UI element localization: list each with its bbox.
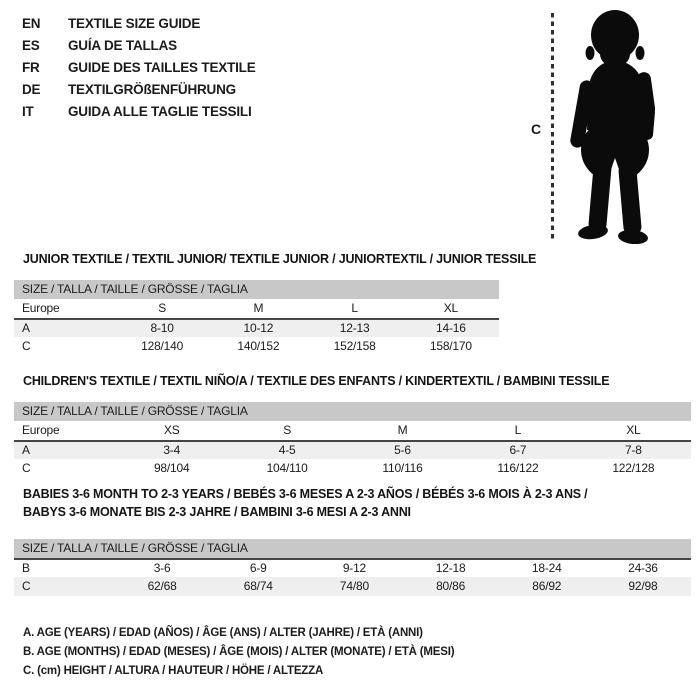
cell: 74/80 xyxy=(339,579,369,593)
language-row-de xyxy=(22,79,256,101)
cell: S xyxy=(158,301,167,315)
language-row-fr xyxy=(22,57,256,79)
cell: L xyxy=(514,423,522,437)
language-row-it xyxy=(22,101,256,123)
cell: 98/104 xyxy=(153,461,190,475)
cell: 8-10 xyxy=(150,321,174,335)
cell: 10-12 xyxy=(243,321,274,335)
cell: 3-6 xyxy=(153,561,171,575)
cell: 110/116 xyxy=(382,461,423,475)
row-label: C xyxy=(22,339,31,353)
language-title: GUIDE DES TAILLES TEXTILE xyxy=(68,60,256,75)
toddler-silhouette-icon xyxy=(563,8,667,244)
cell: 116/122 xyxy=(497,461,539,475)
cell: 128/140 xyxy=(141,339,184,353)
language-title-list xyxy=(22,13,256,123)
cell: 24-36 xyxy=(628,561,658,575)
height-measure-dotted-line xyxy=(551,13,554,242)
table-row-europe xyxy=(14,421,691,440)
babies-title-line1: BABIES 3-6 MONTH TO 2-3 YEARS / BEBÉS 3-6 MESES A 2-3 AÑOS / BÉBÉS 3-6 MOIS À 2-3 ANS / xyxy=(23,487,588,501)
language-code: IT xyxy=(22,104,34,119)
table-row-height xyxy=(14,337,499,356)
table-row-age xyxy=(14,440,691,459)
cell: 12-18 xyxy=(435,561,466,575)
size-header-band: SIZE / TALLA / TAILLE / GRÖSSE / TAGLIA xyxy=(14,402,691,421)
row-label: A xyxy=(22,443,30,457)
cell: 7-8 xyxy=(624,443,642,457)
legend-notes xyxy=(23,624,454,681)
language-title: GUIDA ALLE TAGLIE TESSILI xyxy=(68,104,252,119)
cell: 158/170 xyxy=(429,339,472,353)
babies-section-title xyxy=(23,485,587,521)
language-title: TEXTILGRÖßENFÜHRUNG xyxy=(68,82,236,97)
note-height-cm: C. (cm) HEIGHT / ALTURA / HAUTEUR / HÖHE / ALTEZZA xyxy=(23,665,324,677)
cell: 80/86 xyxy=(436,579,466,593)
language-code: ES xyxy=(22,38,40,53)
cell: XL xyxy=(443,301,459,315)
cell: 3-4 xyxy=(163,443,181,457)
cell: 152/158 xyxy=(333,339,376,353)
children-section-title: CHILDREN'S TEXTILE / TEXTIL NIÑO/A / TEXTILE DES ENFANTS / KINDERTEXTIL / BAMBINI TESSILE xyxy=(23,374,610,388)
cell: 86/92 xyxy=(532,579,562,593)
table-row-height xyxy=(14,577,691,596)
cell: 92/98 xyxy=(628,579,658,593)
note-age-years: A. AGE (YEARS) / EDAD (AÑOS) / ÂGE (ANS) / ALTER (JAHRE) / ETÀ (ANNI) xyxy=(23,627,423,639)
cell: 62/68 xyxy=(147,579,177,593)
children-size-table xyxy=(14,402,691,478)
language-code: EN xyxy=(22,16,41,31)
cell: M xyxy=(397,423,408,437)
note-age-months: B. AGE (MONTHS) / EDAD (MESES) / ÂGE (MOIS) / ALTER (MONATE) / ETÀ (MESI) xyxy=(23,646,455,658)
table-row-europe xyxy=(14,299,499,318)
cell: 14-16 xyxy=(436,321,466,335)
junior-size-table xyxy=(14,280,499,356)
row-label: C xyxy=(22,461,31,475)
cell: 5-6 xyxy=(394,443,411,457)
table-row-height xyxy=(14,459,691,478)
cell: 68/74 xyxy=(243,579,273,593)
cell: 4-5 xyxy=(278,443,296,457)
row-label: Europe xyxy=(22,301,60,315)
size-header-band: SIZE / TALLA / TAILLE / GRÖSSE / TAGLIA xyxy=(14,280,499,299)
babies-title-line2: BABYS 3-6 MONATE BIS 2-3 JAHRE / BAMBINI 3-6 MESI A 2-3 ANNI xyxy=(23,505,411,519)
language-code: FR xyxy=(22,60,40,75)
babies-size-table xyxy=(14,539,691,596)
table-row-months xyxy=(14,558,691,577)
junior-section-title: JUNIOR TEXTILE / TEXTIL JUNIOR/ TEXTILE JUNIOR / JUNIORTEXTIL / JUNIOR TESSILE xyxy=(23,252,537,266)
language-row-en xyxy=(22,13,256,35)
cell: 140/152 xyxy=(237,339,280,353)
language-title: GUÍA DE TALLAS xyxy=(68,38,177,53)
row-label: A xyxy=(22,321,30,335)
table-row-age xyxy=(14,318,499,337)
language-code: DE xyxy=(22,82,41,97)
row-label: Europe xyxy=(22,423,60,437)
row-label: B xyxy=(22,561,30,575)
cell: 122/128 xyxy=(612,461,655,475)
cell: L xyxy=(351,301,358,315)
cell: XS xyxy=(163,423,180,437)
cell: 6-7 xyxy=(509,443,527,457)
language-row-es xyxy=(22,35,256,57)
cell: 104/110 xyxy=(266,461,308,475)
cell: M xyxy=(253,301,264,315)
cell: 6-9 xyxy=(249,561,267,575)
height-measure-label: C xyxy=(531,121,541,137)
size-header-band: SIZE / TALLA / TAILLE / GRÖSSE / TAGLIA xyxy=(14,539,691,558)
cell: S xyxy=(283,423,292,437)
cell: 12-13 xyxy=(339,321,370,335)
language-title: TEXTILE SIZE GUIDE xyxy=(68,16,201,31)
cell: XL xyxy=(626,423,641,437)
cell: 18-24 xyxy=(531,561,562,575)
row-label: C xyxy=(22,579,31,593)
cell: 9-12 xyxy=(342,561,367,575)
